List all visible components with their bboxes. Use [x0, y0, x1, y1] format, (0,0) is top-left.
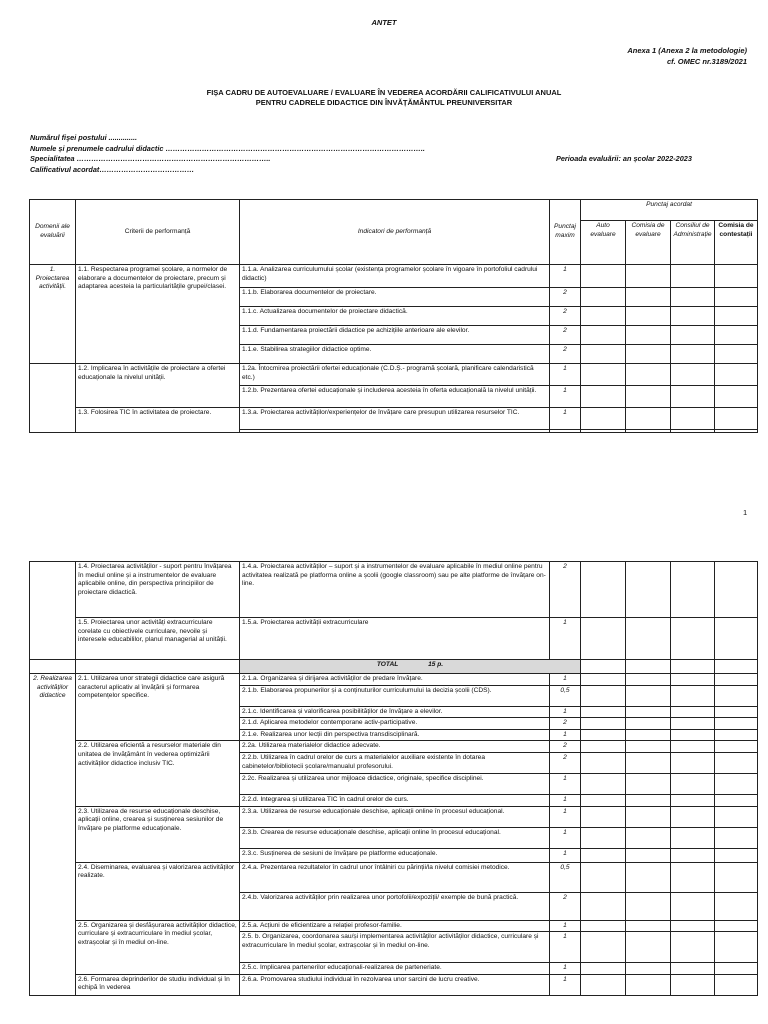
score-input[interactable]: [715, 685, 758, 706]
max-points-cell: 1: [550, 794, 581, 806]
score-input[interactable]: [671, 892, 715, 920]
max-points-cell: 1: [550, 806, 581, 827]
score-input[interactable]: [715, 920, 758, 932]
criterion-cell: 2.3. Utilizarea de resurse educaționale deschise, aplicații online, crearea și susținerea sesiunilor de învățare pe platforme educaționale.: [76, 806, 240, 862]
indicator-cell: 2.5. b. Organizarea, coordonarea sau/și implementarea activităților activităților didactice, curriculare și extracurriculare în mediul școlar, extrașcolar și în mediul on-line.: [240, 932, 550, 963]
score-input[interactable]: [671, 307, 715, 326]
domain-cell-continued: [30, 364, 76, 433]
indicator-cell: 1.5.a. Proiectarea activității extracurriculare: [240, 618, 550, 660]
score-input[interactable]: [581, 718, 626, 730]
indicator-cell: 2.2.d. Integrarea și utilizarea TIC în cadrul orelor de curs.: [240, 794, 550, 806]
max-points-cell: 2: [550, 345, 581, 364]
score-input[interactable]: [581, 706, 626, 718]
score-input[interactable]: [715, 794, 758, 806]
indicator-cell: 2.4.b. Valorizarea activităților prin realizarea unor portofolii/expoziții/ exemple de bună practică.: [240, 892, 550, 920]
score-input[interactable]: [626, 685, 671, 706]
empty-cell: [626, 430, 671, 433]
indicator-cell: 2.1.a. Organizarea și dirijarea activităților de predare învățare.: [240, 674, 550, 686]
domain-cell: 1. Proiectarea activității.: [30, 265, 76, 364]
annex-line-1: Anexa 1 (Anexa 2 la metodologie): [627, 46, 747, 55]
score-input[interactable]: [626, 562, 671, 618]
score-input[interactable]: [715, 706, 758, 718]
empty-cell: [550, 430, 581, 433]
score-input[interactable]: [715, 618, 758, 660]
criterion-cell: 1.5. Proiectarea unor activități extracurriculare corelate cu obiectivele curriculare, nevoile și interesele educabililor, planul managerial al unității.: [76, 618, 240, 660]
score-input[interactable]: [715, 773, 758, 794]
score-input[interactable]: [626, 741, 671, 753]
score-input[interactable]: [715, 827, 758, 848]
specialty-field: Specialitatea ……………………………………………………………………..: [30, 154, 271, 163]
score-input[interactable]: [715, 326, 758, 345]
score-input[interactable]: [715, 562, 758, 618]
table-row: [30, 674, 758, 686]
score-input[interactable]: [581, 618, 626, 660]
empty-cell: [76, 660, 240, 674]
score-input[interactable]: [626, 729, 671, 741]
score-input[interactable]: [581, 307, 626, 326]
indicator-cell: 2.2a. Utilizarea materialelor didactice adecvate.: [240, 741, 550, 753]
table-row: [30, 618, 758, 660]
table-row: [30, 364, 758, 386]
score-input[interactable]: [581, 932, 626, 963]
header-appeals-committee: Comisia de contestații: [715, 221, 758, 265]
score-input[interactable]: [581, 660, 626, 674]
score-input[interactable]: [581, 265, 626, 288]
score-input[interactable]: [715, 386, 758, 408]
criterion-cell: 2.2. Utilizarea eficientă a resurselor materiale din unitatea de învățământ în vederea optimizării activităților didactice inclusiv TIC.: [76, 741, 240, 806]
table-row: [30, 862, 758, 892]
table-row: [30, 408, 758, 430]
score-input[interactable]: [626, 618, 671, 660]
score-input[interactable]: [581, 963, 626, 975]
teacher-name-field: Numele și prenumele cadrului didactic ……………………………………………………………………………………………..: [30, 143, 425, 153]
score-input[interactable]: [671, 660, 715, 674]
max-points-cell: 2: [550, 288, 581, 307]
score-input[interactable]: [626, 326, 671, 345]
header-indicators: Indicatori de performanță: [240, 200, 550, 265]
max-points-cell: 1: [550, 364, 581, 386]
criterion-cell: 1.4. Proiectarea activităților - suport pentru învățarea în mediul online și a instrumentelor de evaluare aplicabile online, din perspectiva principiilor de proiectare didactică.: [76, 562, 240, 618]
score-input[interactable]: [715, 806, 758, 827]
max-points-cell: 1: [550, 920, 581, 932]
score-input[interactable]: [581, 827, 626, 848]
criterion-cell: 1.1. Respectarea programei școlare, a normelor de elaborare a documentelor de proiectare, precum și adaptarea acesteia la particularitățile grupei/clasei.: [76, 265, 240, 364]
score-input[interactable]: [626, 862, 671, 892]
score-input[interactable]: [715, 963, 758, 975]
score-input[interactable]: [671, 729, 715, 741]
table-row: [30, 974, 758, 995]
score-input[interactable]: [671, 386, 715, 408]
domain-cell-continued: [30, 562, 76, 660]
score-input[interactable]: [671, 706, 715, 718]
max-points-cell: 2: [550, 307, 581, 326]
antet-heading: ANTET: [371, 18, 397, 27]
evaluation-table-page-1: [29, 199, 758, 433]
max-points-cell: 2: [550, 741, 581, 753]
score-input[interactable]: [626, 932, 671, 963]
score-input[interactable]: [581, 364, 626, 386]
score-input[interactable]: [626, 706, 671, 718]
empty-cell: [671, 430, 715, 433]
header-self-evaluation: Auto evaluare: [581, 221, 626, 265]
max-points-cell: 1: [550, 848, 581, 862]
max-points-cell: 1: [550, 729, 581, 741]
score-input[interactable]: [671, 974, 715, 995]
score-input[interactable]: [671, 364, 715, 386]
score-input[interactable]: [581, 685, 626, 706]
score-input[interactable]: [671, 963, 715, 975]
score-input[interactable]: [581, 674, 626, 686]
score-input[interactable]: [671, 806, 715, 827]
score-input[interactable]: [715, 932, 758, 963]
indicator-cell: 2.1.c. Identificarea și valorificarea posibilităților de învățare a elevilor.: [240, 706, 550, 718]
criterion-cell: 2.5. Organizarea și desfășurarea activităților didactice, curriculare și extracurriculare în mediul școlar, extrașcolar și în mediul on-line.: [76, 920, 240, 974]
score-input[interactable]: [581, 288, 626, 307]
score-input[interactable]: [671, 794, 715, 806]
score-input[interactable]: [671, 848, 715, 862]
table-row: [30, 741, 758, 753]
annex-line-2: cf. OMEC nr.3189/2021: [666, 57, 747, 66]
score-input[interactable]: [671, 674, 715, 686]
score-input[interactable]: [671, 562, 715, 618]
indicator-cell: 1.3.a. Proiectarea activităților/experiențelor de învățare care presupun utilizarea resurselor TIC.: [240, 408, 550, 430]
header-evaluation-committee: Comisia de evaluare: [626, 221, 671, 265]
score-input[interactable]: [715, 862, 758, 892]
indicator-cell: 2.3.a. Utilizarea de resurse educaționale deschise, aplicații online în procesul educațional.: [240, 806, 550, 827]
score-input[interactable]: [581, 752, 626, 773]
table-row: [30, 265, 758, 288]
indicator-cell: 2.4.a. Prezentarea rezultatelor în cadrul unor întâlniri cu părinții/la nivelul comisiei metodice.: [240, 862, 550, 892]
score-input[interactable]: [626, 364, 671, 386]
score-input[interactable]: [715, 718, 758, 730]
total-label-cell: [240, 660, 581, 674]
indicator-cell: 1.2a. Întocmirea proiectării ofertei educaționale (C.D.Ș.- programă școlară, planificare calendaristică etc.): [240, 364, 550, 386]
score-input[interactable]: [626, 848, 671, 862]
score-input[interactable]: [671, 618, 715, 660]
score-input[interactable]: [626, 345, 671, 364]
page-number: 1: [743, 508, 748, 517]
indicator-cell: 2.2.b. Utilizarea în cadrul orelor de curs a materialelor auxiliare existente în dotarea cabinetelor/bibliotecii școlare/manualul profesorului.: [240, 752, 550, 773]
score-input[interactable]: [626, 920, 671, 932]
max-points-cell: 0,5: [550, 685, 581, 706]
score-input[interactable]: [626, 265, 671, 288]
indicator-cell: 1.2.b. Prezentarea ofertei educaționale și includerea acesteia în oferta educațională la nivelul unității.: [240, 386, 550, 408]
score-input[interactable]: [715, 674, 758, 686]
score-input[interactable]: [581, 345, 626, 364]
indicator-cell: 1.4.a. Proiectarea activităților – suport și a instrumentelor de evaluare aplicabile în mediul online pentru activitatea realizată pe platforma online a școlii (google classroom) sau pe alte platforme de învățare on-line.: [240, 562, 550, 618]
score-input[interactable]: [581, 386, 626, 408]
score-input[interactable]: [715, 288, 758, 307]
indicator-cell: 2.1.d. Aplicarea metodelor contemporane activ-participative.: [240, 718, 550, 730]
score-input[interactable]: [715, 741, 758, 753]
criterion-cell: 2.4. Diseminarea, evaluarea și valorizarea activităților realizate.: [76, 862, 240, 920]
max-points-cell: 1: [550, 265, 581, 288]
table-row: [30, 806, 758, 827]
empty-cell: [581, 430, 626, 433]
score-input[interactable]: [626, 806, 671, 827]
score-input[interactable]: [626, 718, 671, 730]
score-input[interactable]: [581, 562, 626, 618]
title-line-1: FIȘA CADRU DE AUTOEVALUARE / EVALUARE ÎN VEDEREA ACORDĂRII CALIFICATIVULUI ANUAL: [206, 88, 562, 97]
score-input[interactable]: [671, 345, 715, 364]
indicator-cell: 1.1.c. Actualizarea documentelor de proiectare didactică.: [240, 307, 550, 326]
indicator-cell: 1.1.a. Analizarea curriculumului școlar (existența programelor școlare în vigoare în portofoliul cadrului didactic): [240, 265, 550, 288]
indicator-cell: 1.1.d. Fundamentarea proiectării didactice pe achizițiile anterioare ale elevilor.: [240, 326, 550, 345]
score-input[interactable]: [715, 660, 758, 674]
header-domains: Domenii ale evaluării: [30, 200, 76, 265]
score-input[interactable]: [715, 408, 758, 430]
score-input[interactable]: [671, 685, 715, 706]
post-number-field: Numărul fişei postului ..............: [30, 133, 138, 142]
score-input[interactable]: [671, 741, 715, 753]
score-input[interactable]: [671, 862, 715, 892]
score-input[interactable]: [715, 848, 758, 862]
score-input[interactable]: [715, 729, 758, 741]
score-input[interactable]: [626, 794, 671, 806]
indicator-cell: 1.1.e. Stabilirea strategiilor didactice optime.: [240, 345, 550, 364]
max-points-cell: 1: [550, 706, 581, 718]
domain-cell: 2. Realizarea activităților didactice: [30, 674, 76, 996]
score-input[interactable]: [581, 326, 626, 345]
score-input[interactable]: [581, 848, 626, 862]
header-administration-board: Consiliul de Administrație: [671, 221, 715, 265]
indicator-cell: 2.5.a. Acțiuni de eficientizare a relației profesor-familie.: [240, 920, 550, 932]
score-input[interactable]: [715, 265, 758, 288]
score-input[interactable]: [671, 265, 715, 288]
indicator-cell: 2.1.e. Realizarea unor lecții din perspectiva transdisciplinară.: [240, 729, 550, 741]
rating-field: Calificativul acordat…………………………………: [30, 164, 195, 174]
indicator-cell: 2.6.a. Promovarea studiului individual în rezolvarea unor sarcini de lucru creative.: [240, 974, 550, 995]
header-criteria: Criterii de performanță: [76, 200, 240, 265]
score-input[interactable]: [626, 288, 671, 307]
score-input[interactable]: [671, 932, 715, 963]
evaluation-table-page-2: [29, 561, 758, 996]
max-points-cell: 1: [550, 963, 581, 975]
criterion-cell: 2.6. Formarea deprinderilor de studiu individual și în echipă în vederea: [76, 974, 240, 995]
score-input[interactable]: [626, 408, 671, 430]
score-input[interactable]: [626, 752, 671, 773]
score-input[interactable]: [626, 827, 671, 848]
score-input[interactable]: [581, 794, 626, 806]
header-max-points: Punctaj maxim: [550, 200, 581, 265]
criterion-cell: 1.3. Folosirea TIC în activitatea de proiectare.: [76, 408, 240, 433]
indicator-cell: 2.3.c. Susținerea de sesiuni de învățare pe platforme educaționale.: [240, 848, 550, 862]
total-row: [30, 660, 758, 674]
table-row: [30, 562, 758, 618]
score-input[interactable]: [671, 773, 715, 794]
max-points-cell: 1: [550, 773, 581, 794]
max-points-cell: 1: [550, 386, 581, 408]
score-input[interactable]: [626, 660, 671, 674]
score-input[interactable]: [581, 729, 626, 741]
score-input[interactable]: [671, 920, 715, 932]
table-row: [30, 920, 758, 932]
criterion-cell: 2.1. Utilizarea unor strategii didactice care asigură caracterul aplicativ al învățării și formarea competențelor specifice.: [76, 674, 240, 741]
score-input[interactable]: [581, 408, 626, 430]
indicator-cell: 1.1.b. Elaborarea documentelor de proiectare.: [240, 288, 550, 307]
empty-cell: [240, 430, 550, 433]
max-points-cell: 2: [550, 752, 581, 773]
criterion-cell: 1.2. Implicarea în activitățile de proiectare a ofertei educaționale la nivelul unității.: [76, 364, 240, 408]
score-input[interactable]: [715, 974, 758, 995]
max-points-cell: 2: [550, 326, 581, 345]
total-label: TOTAL: [376, 661, 399, 668]
score-input[interactable]: [581, 920, 626, 932]
score-input[interactable]: [626, 386, 671, 408]
max-points-cell: 2: [550, 562, 581, 618]
score-input[interactable]: [581, 773, 626, 794]
score-input[interactable]: [581, 741, 626, 753]
score-input[interactable]: [581, 806, 626, 827]
score-input[interactable]: [671, 827, 715, 848]
score-input[interactable]: [626, 892, 671, 920]
indicator-cell: 2.2c. Realizarea și utilizarea unor mijloace didactice, originale, specifice disciplinei.: [240, 773, 550, 794]
max-points-cell: 1: [550, 674, 581, 686]
max-points-cell: 1: [550, 408, 581, 430]
empty-cell: [30, 660, 76, 674]
max-points-cell: 2: [550, 718, 581, 730]
score-input[interactable]: [715, 892, 758, 920]
score-input[interactable]: [626, 773, 671, 794]
max-points-cell: 1: [550, 974, 581, 995]
score-input[interactable]: [581, 862, 626, 892]
indicator-cell: 2.5.c. Implicarea partenerilor educaționali-realizarea de parteneriate.: [240, 963, 550, 975]
score-input[interactable]: [671, 718, 715, 730]
total-points: 15 p.: [428, 661, 444, 668]
evaluation-period: Perioada evaluării: an școlar 2022-2023: [556, 154, 692, 163]
max-points-cell: 1: [550, 618, 581, 660]
score-input[interactable]: [626, 674, 671, 686]
form-fields: [30, 133, 425, 175]
score-input[interactable]: [671, 288, 715, 307]
max-points-cell: 0,5: [550, 862, 581, 892]
score-input[interactable]: [671, 326, 715, 345]
annex-reference: [627, 45, 747, 67]
score-input[interactable]: [626, 974, 671, 995]
max-points-cell: 2: [550, 892, 581, 920]
header-awarded-points: Punctaj acordat: [581, 200, 758, 221]
title-line-2: PENTRU CADRELE DIDACTICE DIN ÎNVĂȚĂMÂNTUL PREUNIVERSITAR: [255, 98, 513, 107]
score-input[interactable]: [626, 307, 671, 326]
score-input[interactable]: [581, 974, 626, 995]
max-points-cell: 1: [550, 932, 581, 963]
score-input[interactable]: [715, 345, 758, 364]
score-input[interactable]: [671, 752, 715, 773]
score-input[interactable]: [715, 364, 758, 386]
score-input[interactable]: [671, 408, 715, 430]
max-points-cell: 1: [550, 827, 581, 848]
score-input[interactable]: [626, 963, 671, 975]
indicator-cell: 2.1.b. Elaborarea propunerilor și a conținuturilor curriculumului la decizia școlii (CDS).: [240, 685, 550, 706]
document-title: [0, 88, 768, 108]
score-input[interactable]: [715, 307, 758, 326]
score-input[interactable]: [715, 752, 758, 773]
score-input[interactable]: [581, 892, 626, 920]
indicator-cell: 2.3.b. Crearea de resurse educaționale deschise, aplicații online în procesul educațional.: [240, 827, 550, 848]
empty-cell: [715, 430, 758, 433]
